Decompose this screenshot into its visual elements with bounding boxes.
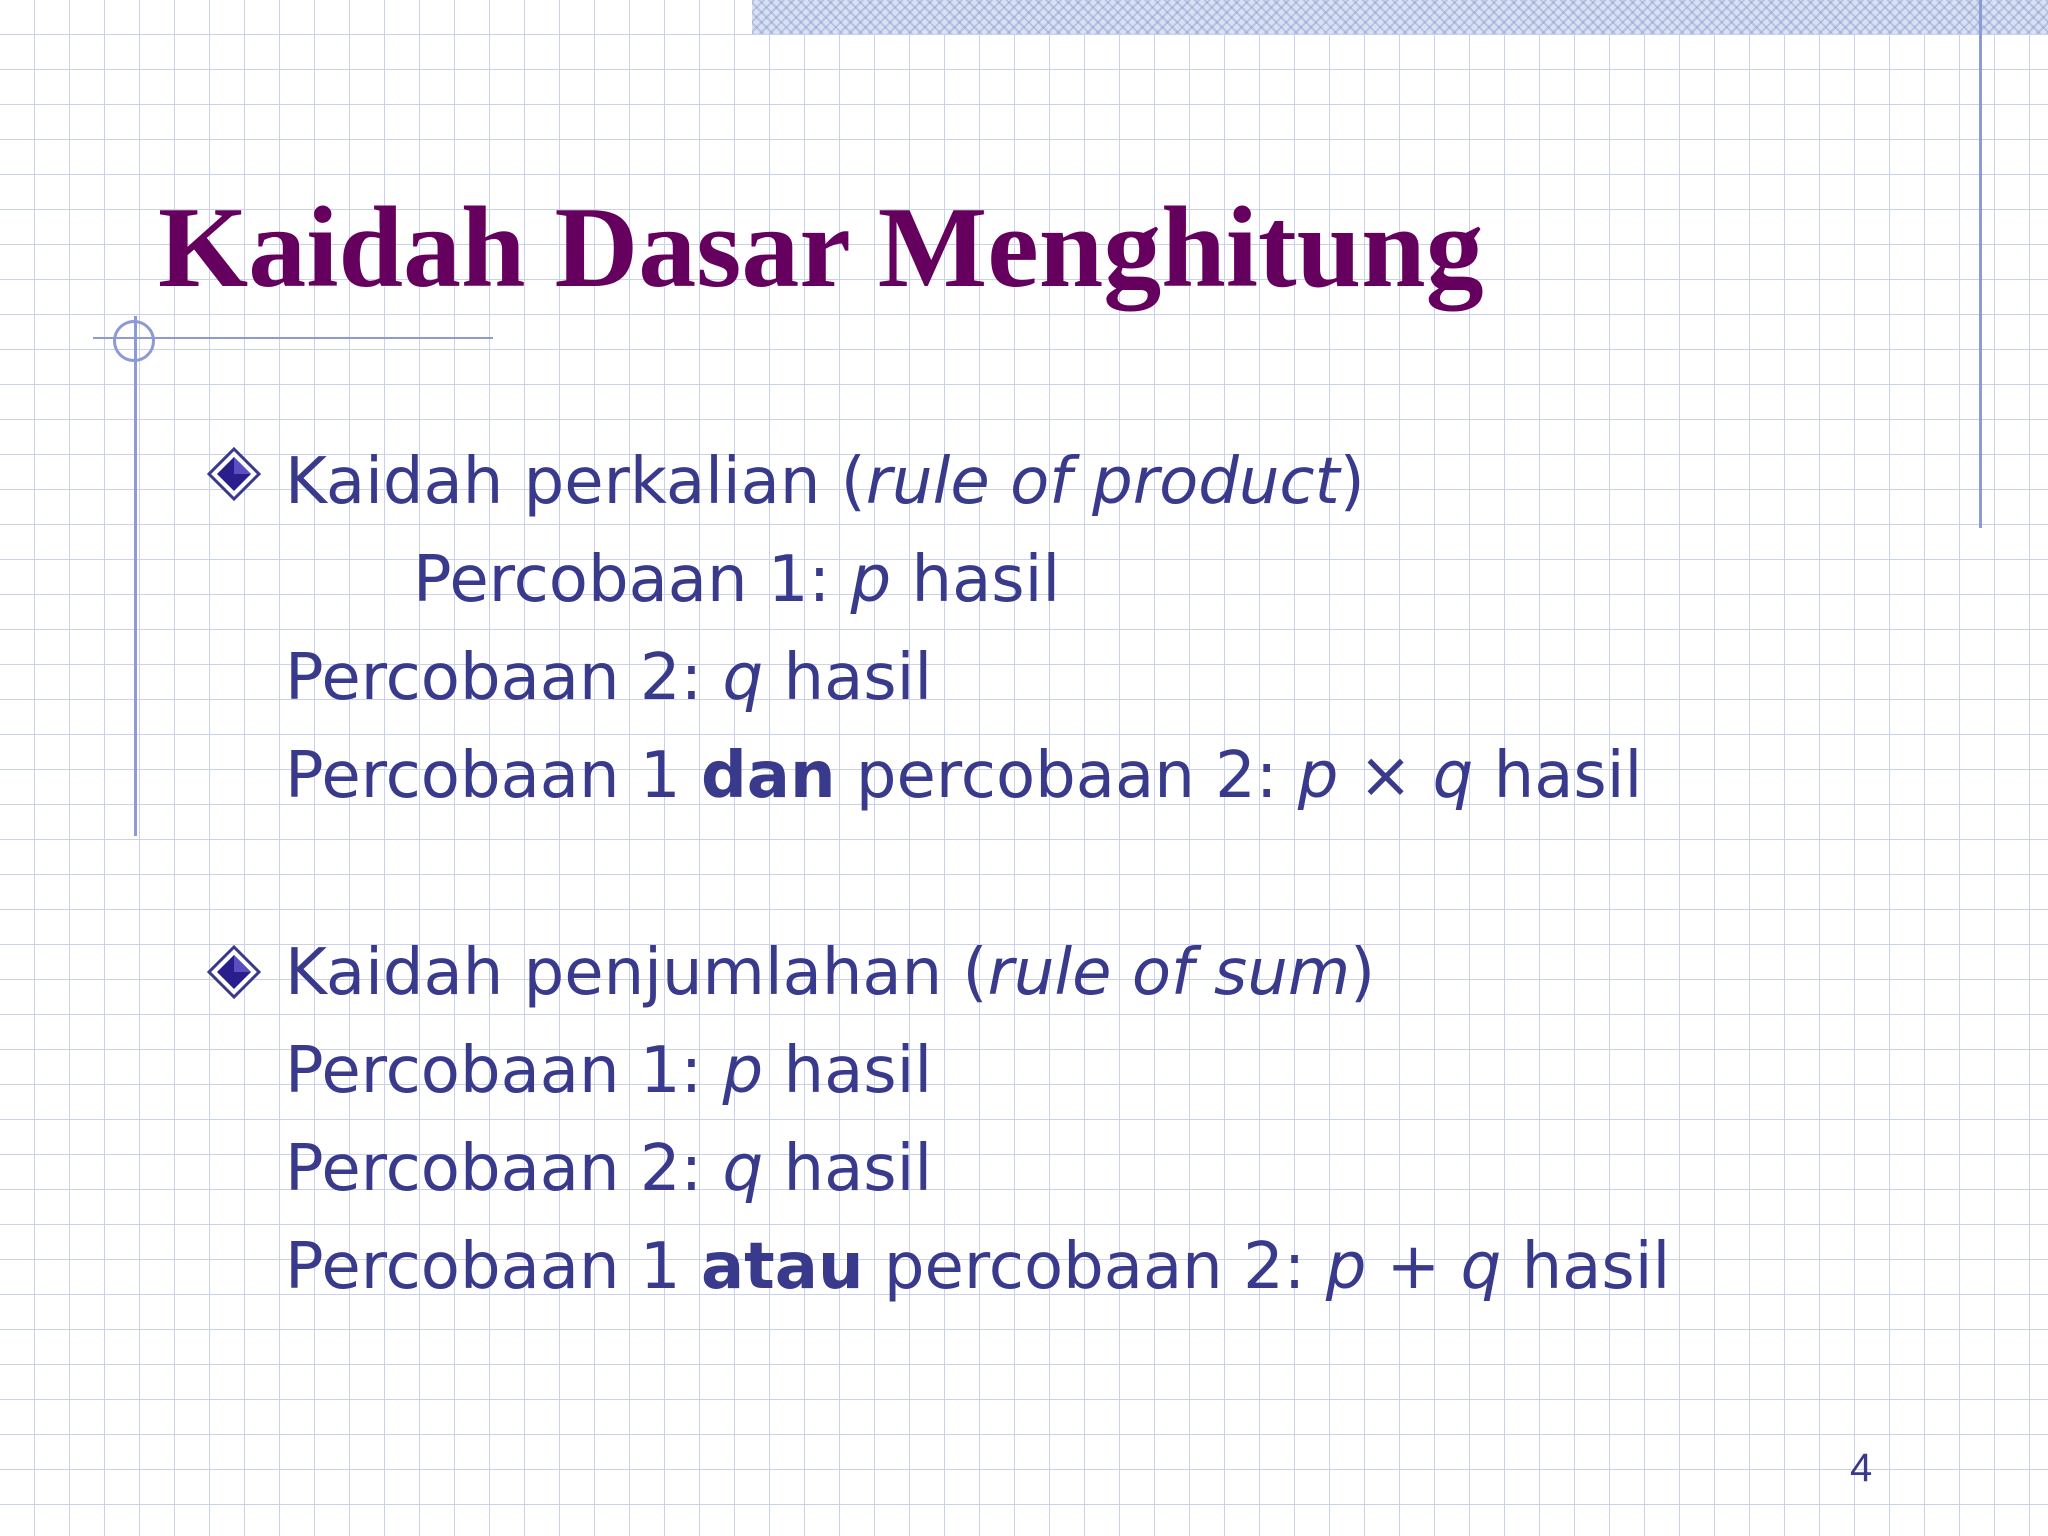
sum-heading-end: ) (1350, 936, 1376, 1010)
sum-line1-post: hasil (763, 1034, 933, 1108)
sum-line3-var2: q (1460, 1230, 1502, 1304)
sum-rule-heading (285, 924, 1375, 1022)
diamond-bullet-icon (207, 447, 261, 501)
right-decorative-line (1979, 0, 1982, 528)
product-heading-end: ) (1339, 445, 1365, 519)
product-line3-mid: percobaan 2: (835, 739, 1298, 813)
diamond-bullet-icon (207, 945, 261, 999)
sum-line3-bold: atau (700, 1230, 864, 1304)
sum-heading-lead: Kaidah penjumlahan ( (285, 936, 988, 1010)
product-rule-line-3 (285, 727, 1642, 825)
product-line1-var: p (850, 543, 892, 617)
slide-title: Kaidah Dasar Menghitung (158, 184, 1484, 312)
sum-line2-post: hasil (763, 1132, 933, 1206)
corner-circle-ornament (113, 320, 155, 362)
product-line3-var2: q (1432, 739, 1474, 813)
product-line1-post: hasil (891, 543, 1061, 617)
product-line3-var1: p (1297, 739, 1339, 813)
sum-line2-pre: Percobaan 2: (285, 1132, 723, 1206)
product-heading-italic: rule of product (865, 445, 1340, 519)
sum-line1-var: p (722, 1034, 764, 1108)
sum-line1-pre: Percobaan 1: (285, 1034, 723, 1108)
left-decorative-line (134, 316, 137, 836)
sum-rule-line-2 (285, 1120, 932, 1218)
product-heading-lead: Kaidah perkalian ( (285, 445, 866, 519)
product-line2-pre: Percobaan 2: (285, 641, 723, 715)
sum-rule-line-3 (285, 1218, 1670, 1316)
sum-line3-pre: Percobaan 1 (285, 1230, 701, 1304)
product-rule-heading (285, 433, 1365, 531)
product-line2-post: hasil (763, 641, 933, 715)
sum-line3-operator: + (1366, 1230, 1461, 1304)
top-decorative-band (752, 0, 2048, 34)
page-number: 4 (1850, 1446, 1873, 1490)
sum-line3-post: hasil (1501, 1230, 1671, 1304)
sum-line3-mid: percobaan 2: (863, 1230, 1326, 1304)
sum-line2-var: q (722, 1132, 764, 1206)
sum-line3-var1: p (1325, 1230, 1367, 1304)
sum-rule-line-1 (285, 1022, 932, 1120)
product-line3-bold: dan (700, 739, 836, 813)
sum-heading-italic: rule of sum (987, 936, 1351, 1010)
product-line3-operator: × (1338, 739, 1433, 813)
product-line2-var: q (722, 641, 764, 715)
product-line3-pre: Percobaan 1 (285, 739, 701, 813)
product-rule-line-2 (285, 629, 932, 727)
product-line3-post: hasil (1473, 739, 1643, 813)
product-rule-line-1 (413, 531, 1060, 629)
product-line1-pre: Percobaan 1: (413, 543, 851, 617)
